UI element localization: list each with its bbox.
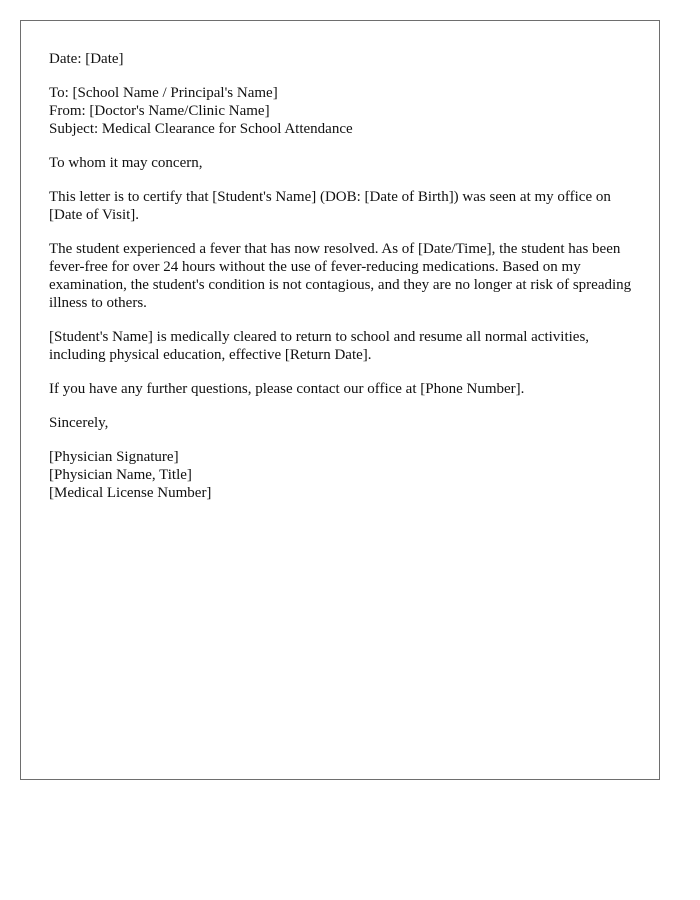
- paragraph-fever: The student experienced a fever that has now resolved. As of [Date/Time], the student has been fever-free for over 24 hours without the use of fever-reducing medications. Based on my examination, the student's condition is not contagious, and they are no longer at risk of spreading illness to others.: [49, 241, 632, 311]
- license-number: [Medical License Number]: [49, 485, 212, 501]
- paragraph-certify: This letter is to certify that [Student's Name] (DOB: [Date of Birth]) was seen at my office on [Date of Visit].: [49, 189, 611, 223]
- physician-name-title: [Physician Name, Title]: [49, 467, 192, 483]
- salutation: To whom it may concern,: [49, 155, 203, 171]
- date-line: Date: [Date]: [49, 51, 124, 67]
- paragraph-clearance: [Student's Name] is medically cleared to return to school and resume all normal activities, including physical education, effective [Return Date].: [49, 329, 590, 363]
- to-line: To: [School Name / Principal's Name]: [49, 85, 278, 101]
- subject-line: Subject: Medical Clearance for School Attendance: [49, 121, 353, 137]
- signature-placeholder: [Physician Signature]: [49, 449, 179, 465]
- letter-body: [49, 50, 639, 518]
- closing: Sincerely,: [49, 415, 109, 431]
- paragraph-contact: If you have any further questions, please contact our office at [Phone Number].: [49, 381, 525, 397]
- signature-block: [49, 448, 639, 502]
- from-line: From: [Doctor's Name/Clinic Name]: [49, 103, 270, 119]
- letter-page: [20, 20, 660, 780]
- header-block: [49, 84, 639, 138]
